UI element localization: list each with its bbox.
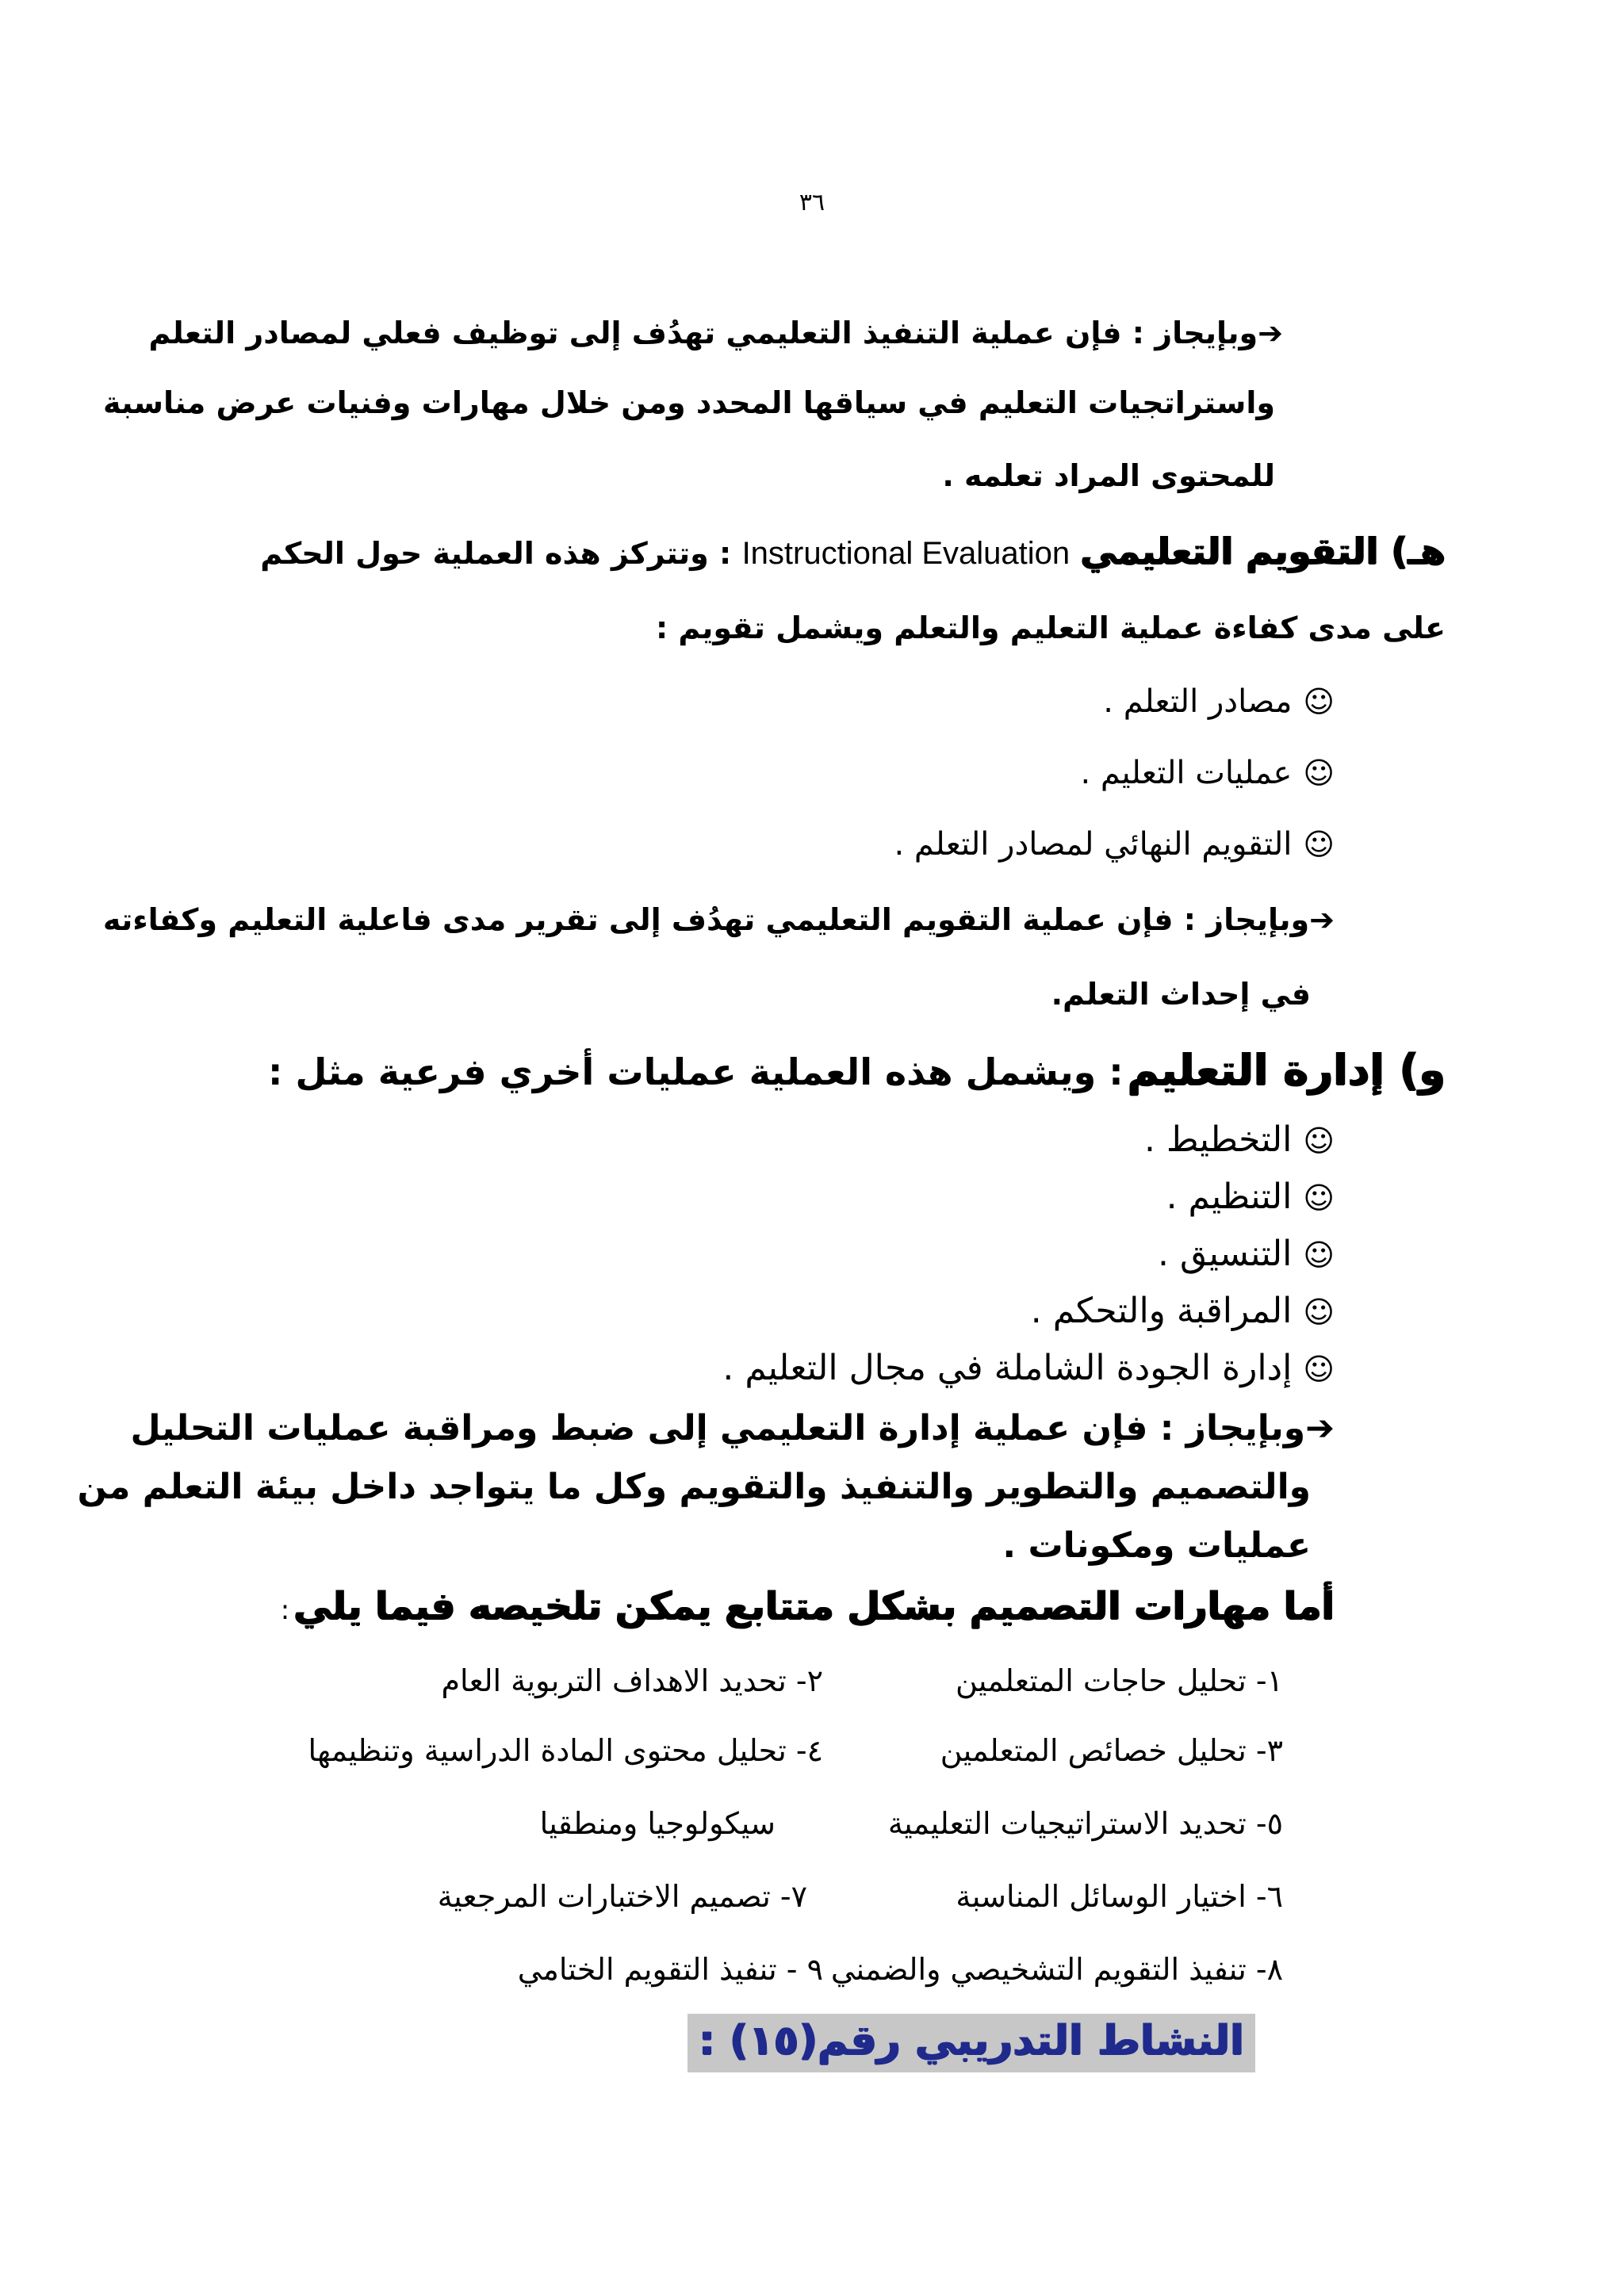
section-evaluation-title: هـ) التقويم التعليمي [1080,530,1446,572]
management-item: ☺المراقبة والتحكم . [1030,1291,1335,1331]
summary-1-line-3: للمحتوى المراد تعلمه . [942,458,1275,493]
section-management-title: و) إدارة التعليم [1127,1045,1446,1095]
section-management-line [268,1045,1446,1095]
arrow-icon: ➔ [1258,316,1283,350]
management-item: ☺إدارة الجودة الشاملة في مجال التعليم . [722,1348,1335,1388]
skill-item: ٥- تحديد الاستراتيجيات التعليمية [887,1806,1283,1841]
section-evaluation-line-1 [260,530,1446,572]
eval-item: ☺عمليات التعليم . [1080,755,1335,791]
skill-item: ٧- تصميم الاختبارات المرجعية [437,1879,807,1914]
skill-item: ٣- تحليل خصائص المتعلمين [940,1733,1283,1768]
skill-item: ٦- اختيار الوسائل المناسبة [956,1879,1283,1914]
summary-3-line-1: ➔وبإيجاز : فإن عملية إدارة التعليمي إلى ضبط ومراقبة عمليات التحليل [130,1408,1335,1448]
summary-2-line-1: ➔وبإيجاز : فإن عملية التقويم التعليمي تهدُف إلى تقرير مدى فاعلية التعليم وكفاءته [102,902,1335,937]
page-number: ٣٦ [799,189,825,216]
section-management-text: : ويشمل هذه العملية عمليات أخري فرعية مثل : [268,1050,1124,1093]
design-skills-heading: أما مهارات التصميم بشكل متتابع يمكن تلخيصه فيما يلي [293,1584,1335,1628]
eval-item: ☺التقويم النهائي لمصادر التعلم . [894,826,1335,863]
summary-3-line-2: والتصميم والتطوير والتنفيذ والتقويم وكل ما يتواجد داخل بيئة التعلم من [77,1467,1311,1507]
smiley-icon: ☺ [1303,1352,1335,1387]
management-item: ☺التخطيط . [1143,1119,1335,1160]
section-evaluation-line-2: على مدى كفاءة عملية التعليم والتعلم ويشمل تقويم : [655,610,1446,645]
summary-1-line-1: ➔وبإيجاز : فإن عملية التنفيذ التعليمي تهدُف إلى توظيف فعلي لمصادر التعلم [148,316,1283,350]
smiley-icon: ☺ [1303,827,1335,862]
management-item: ☺التنسيق . [1157,1234,1335,1274]
section-evaluation-text: : وتتركز هذه العملية حول الحكم [260,536,732,571]
skill-item: ٨- تنفيذ التقويم التشخيصي والضمني [830,1952,1283,1987]
smiley-icon: ☺ [1303,1181,1335,1215]
summary-2-line-2: في إحداث التعلم. [1051,977,1311,1012]
summary-3-line-3: عمليات ومكونات . [1002,1525,1311,1566]
smiley-icon: ☺ [1303,1238,1335,1272]
skill-item: سيكولوجيا ومنطقيا [539,1806,776,1841]
eval-item: ☺مصادر التعلم . [1103,683,1335,720]
skill-item: ٤- تحليل محتوى المادة الدراسية وتنظيمها [308,1733,823,1768]
section-evaluation-english: Instructional Evaluation [741,536,1071,571]
smiley-icon: ☺ [1303,1123,1335,1158]
arrow-icon: ➔ [1309,902,1335,937]
skill-item: ٩ - تنفيذ التقويم الختامي [517,1952,823,1987]
management-item: ☺التنظيم . [1166,1177,1335,1217]
arrow-icon: ➔ [1305,1408,1335,1448]
activity-label: النشاط التدريبي رقم(١٥) : [688,2014,1255,2072]
smiley-icon: ☺ [1303,1295,1335,1330]
smiley-icon: ☺ [1303,756,1335,790]
design-skills-heading-line: أما مهارات التصميم بشكل متتابع يمكن تلخيصه فيما يلي : [280,1584,1335,1628]
skill-item: ٢- تحديد الاهداف التربوية العام [441,1663,823,1698]
summary-1-line-2: واستراتجيات التعليم في سياقها المحدد ومن خلال مهارات وفنيات عرض مناسبة [103,385,1275,420]
skill-item: ١- تحليل حاجات المتعلمين [955,1663,1283,1698]
smiley-icon: ☺ [1303,684,1335,719]
